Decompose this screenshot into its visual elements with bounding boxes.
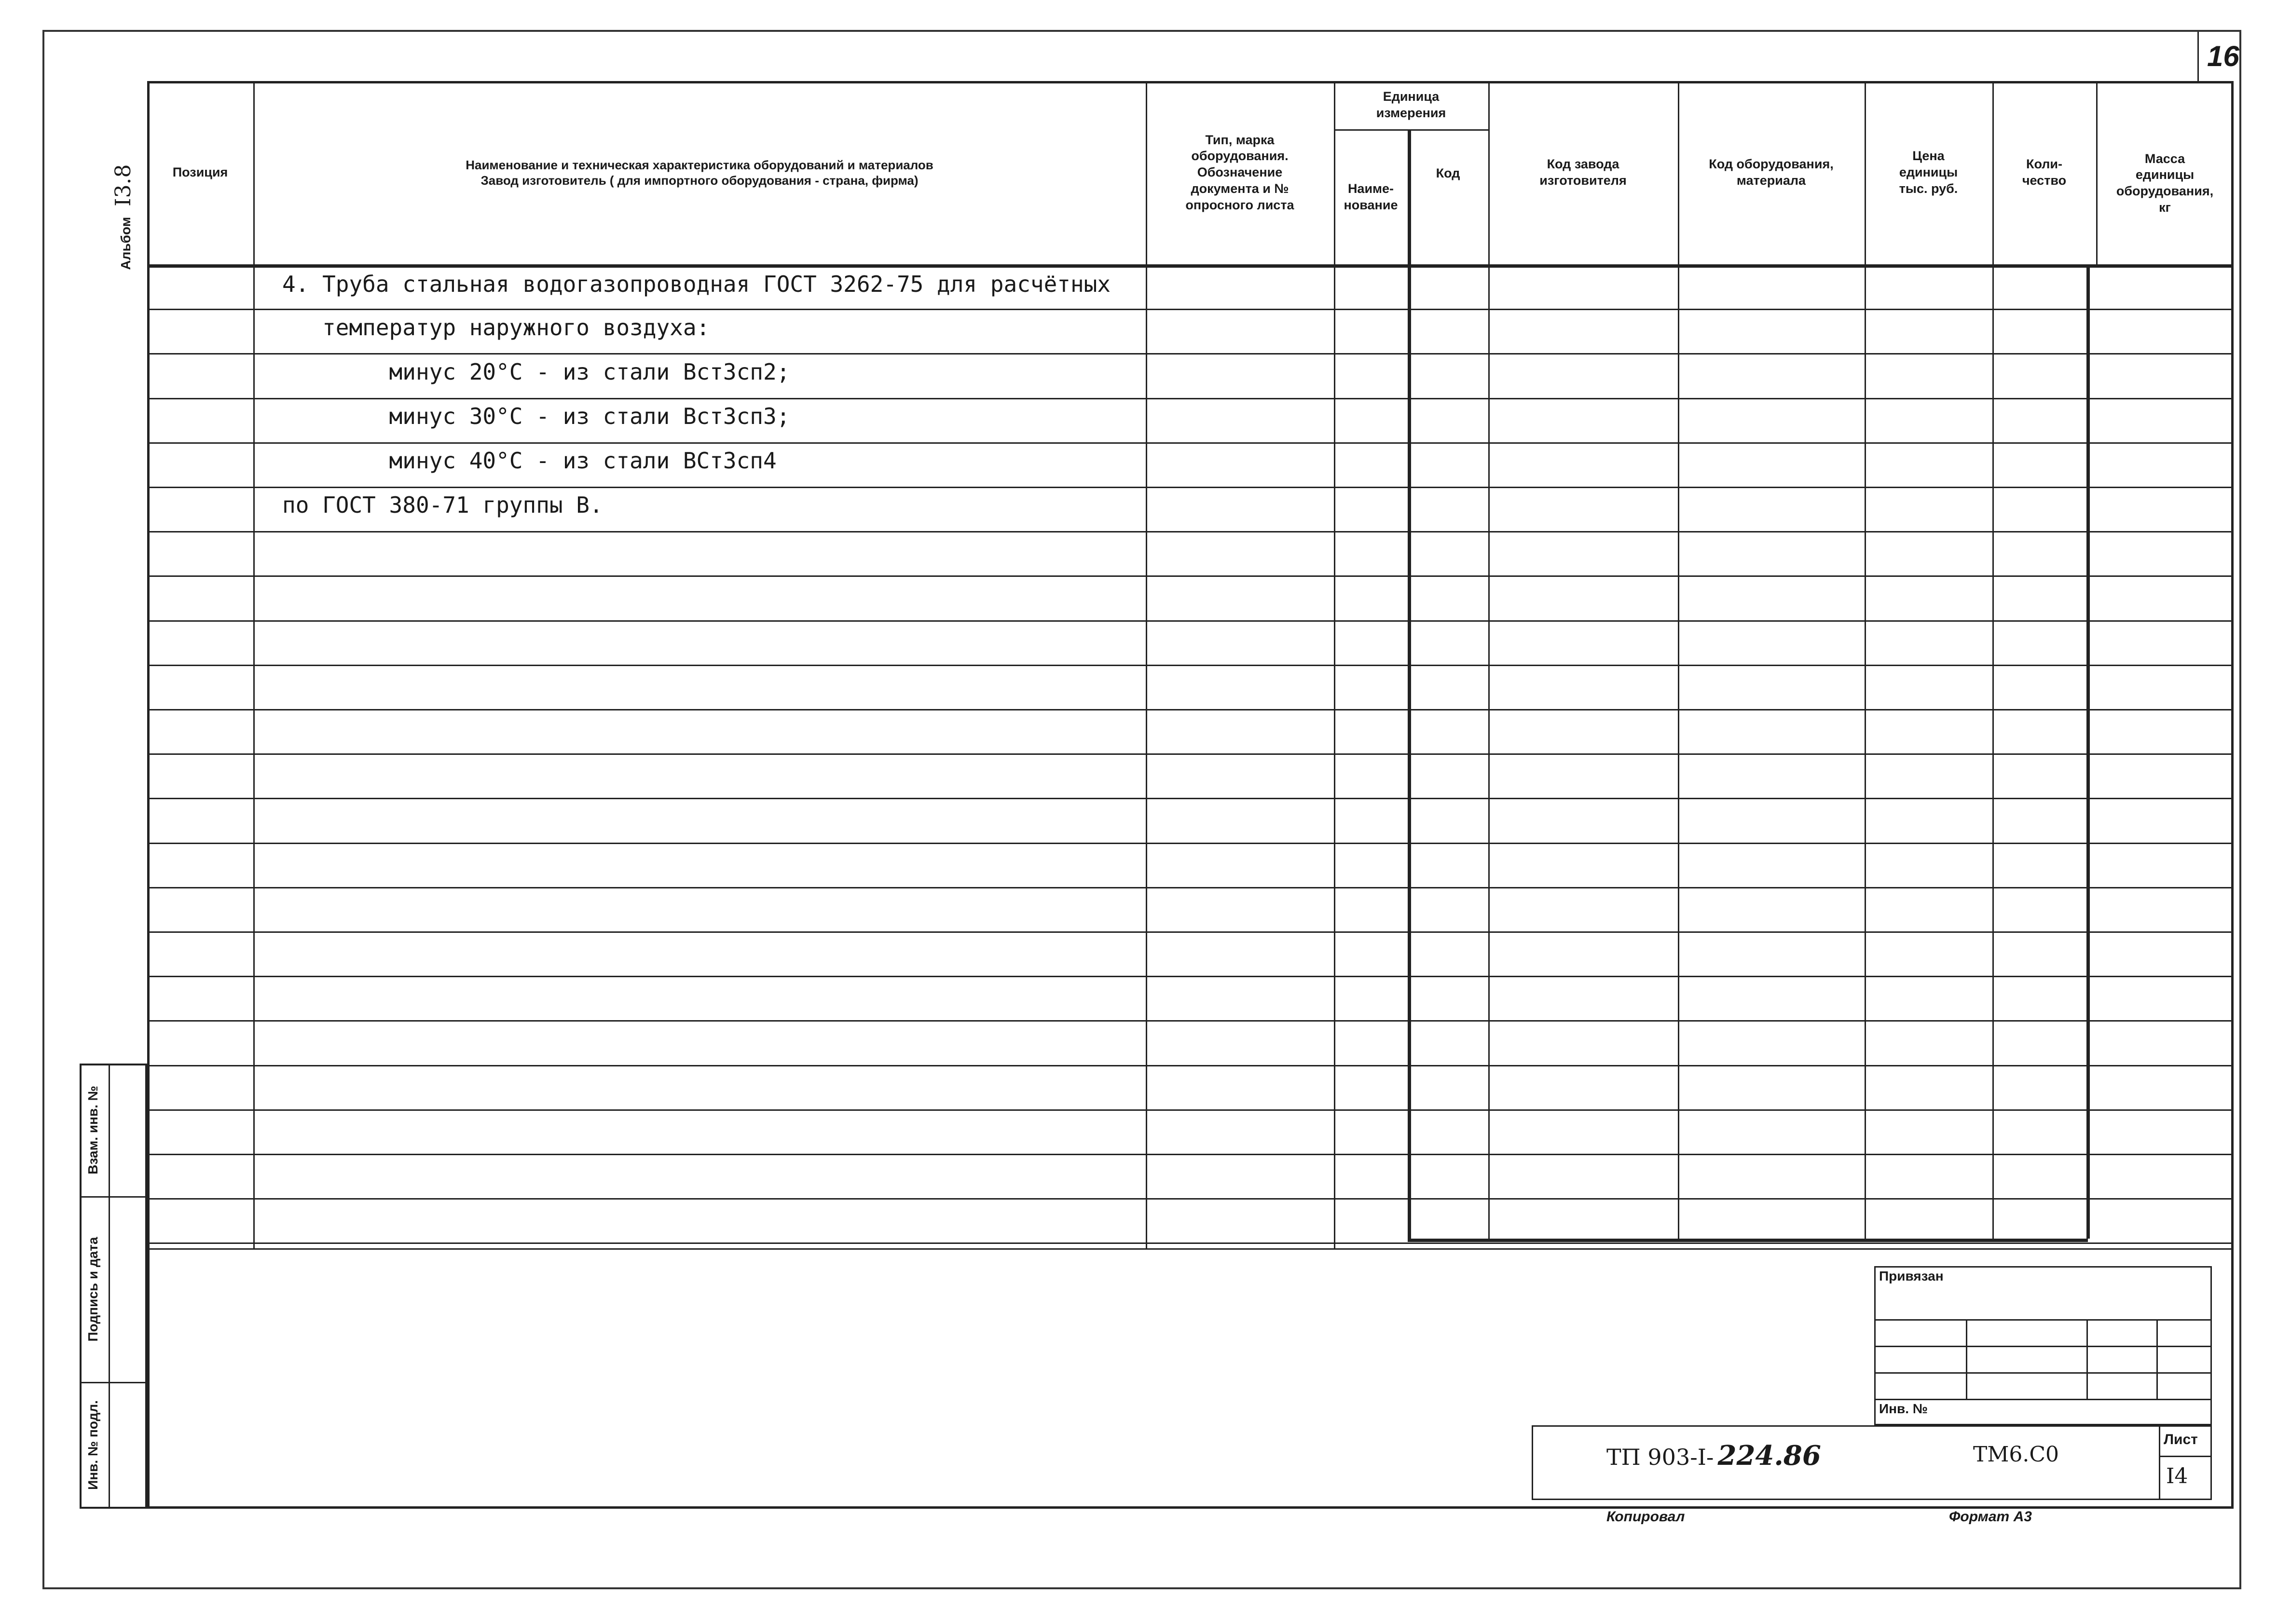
row-divider <box>147 1242 2234 1244</box>
col-line-quantity <box>2086 264 2090 1239</box>
header-mass: Масса единицы оборудования, кг <box>2116 151 2214 215</box>
doc-sheet-divider <box>2159 1425 2160 1500</box>
row-divider <box>147 1020 2234 1022</box>
row-divider <box>147 709 2234 710</box>
header-bottom-line <box>147 264 2234 268</box>
album-label <box>111 164 136 270</box>
row-divider <box>147 665 2234 666</box>
row-divider <box>147 976 2234 977</box>
album-label-text: Альбом <box>118 217 133 270</box>
row-divider <box>147 353 2234 355</box>
album-number: I3.8 <box>111 164 136 206</box>
row-divider <box>147 442 2234 444</box>
row-divider <box>147 887 2234 888</box>
format-label: Формат А3 <box>1949 1509 2032 1525</box>
row-divider <box>147 1198 2234 1200</box>
row-divider <box>147 531 2234 532</box>
attached-line-2 <box>1874 1346 2212 1347</box>
side-strip-sep-2 <box>80 1382 147 1383</box>
header-equipment-code: Код оборудования, материала <box>1709 157 1834 188</box>
stamp-top-line <box>147 1248 2234 1250</box>
doc-mark: ТМ6.С0 <box>1973 1442 2059 1467</box>
row-divider <box>147 487 2234 488</box>
doc-sheet-sep <box>2159 1456 2212 1457</box>
row-divider <box>147 798 2234 799</box>
row-divider <box>147 753 2234 755</box>
table-row: минус 20°С - из стали Вст3сп2; <box>282 359 790 385</box>
row-divider <box>147 309 2234 310</box>
inv-no-label: Инв. № <box>1879 1401 1928 1416</box>
table-row: температур наружного воздуха: <box>282 314 710 341</box>
sheet-number: 16 <box>2207 40 2239 72</box>
inv-original-label: Инв. № подл. <box>85 1400 100 1490</box>
attached-label: Привязан <box>1879 1269 1944 1283</box>
table-row: по ГОСТ 380-71 группы В. <box>282 492 603 518</box>
sheet-number-divider <box>2197 32 2199 82</box>
row-divider <box>147 620 2234 622</box>
header-unit-name: Наиме- нование <box>1344 181 1398 212</box>
sheet-value: I4 <box>2166 1464 2188 1488</box>
row-divider <box>147 575 2234 577</box>
attached-line-3 <box>1874 1372 2212 1374</box>
header-type: Тип, марка оборудования. Обозначение документа и № опросного листа <box>1185 132 1294 212</box>
doc-code-prefix: ТП 903-I- <box>1606 1444 1714 1470</box>
table-row: минус 40°С - из стали ВСт3сп4 <box>282 448 777 474</box>
header-quantity: Коли- чество <box>2022 157 2067 188</box>
doc-code <box>1606 1440 1821 1472</box>
row-divider <box>147 1065 2234 1066</box>
copied-label: Копировал <box>1606 1509 1685 1525</box>
col-line-unit-name <box>1408 130 1411 1240</box>
attached-line-4 <box>1874 1399 2212 1400</box>
row-divider <box>147 843 2234 844</box>
row-divider <box>147 398 2234 399</box>
sheet-label: Лист <box>2164 1432 2198 1447</box>
attached-vline-1 <box>1966 1319 1967 1399</box>
unit-area-bottom <box>1408 1239 2088 1242</box>
row-divider <box>147 1154 2234 1155</box>
header-position: Позиция <box>172 165 228 180</box>
row-divider <box>147 931 2234 933</box>
attached-vline-3 <box>2156 1319 2158 1399</box>
attached-line-1 <box>1874 1319 2212 1321</box>
table-row: минус 30°С - из стали Вст3сп3; <box>282 403 790 429</box>
table-row: 4. Труба стальная водогазопроводная ГОСТ 3262-75 для расчётных <box>282 271 1111 297</box>
header-price: Цена единицы тыс. руб. <box>1899 149 1958 196</box>
attached-vline-2 <box>2086 1319 2088 1399</box>
doc-code-handwritten: 224.86 <box>1717 1440 1821 1472</box>
header-factory-code: Код завода изготовителя <box>1539 157 1627 188</box>
header-unit-code: Код <box>1436 166 1460 181</box>
side-strip-divider <box>109 1064 110 1509</box>
header-name: Наименование и техническая характеристика оборудований и материалов Завод изготовитель ( для импортного оборудования - страна, фирма) <box>466 157 933 188</box>
row-divider <box>147 1109 2234 1111</box>
ref-inv-label: Взам. инв. № <box>85 1086 100 1174</box>
signature-date-label: Подпись и дата <box>85 1237 100 1342</box>
side-strip-sep-1 <box>80 1196 147 1198</box>
header-unit-group: Единица измерения <box>1376 89 1446 120</box>
